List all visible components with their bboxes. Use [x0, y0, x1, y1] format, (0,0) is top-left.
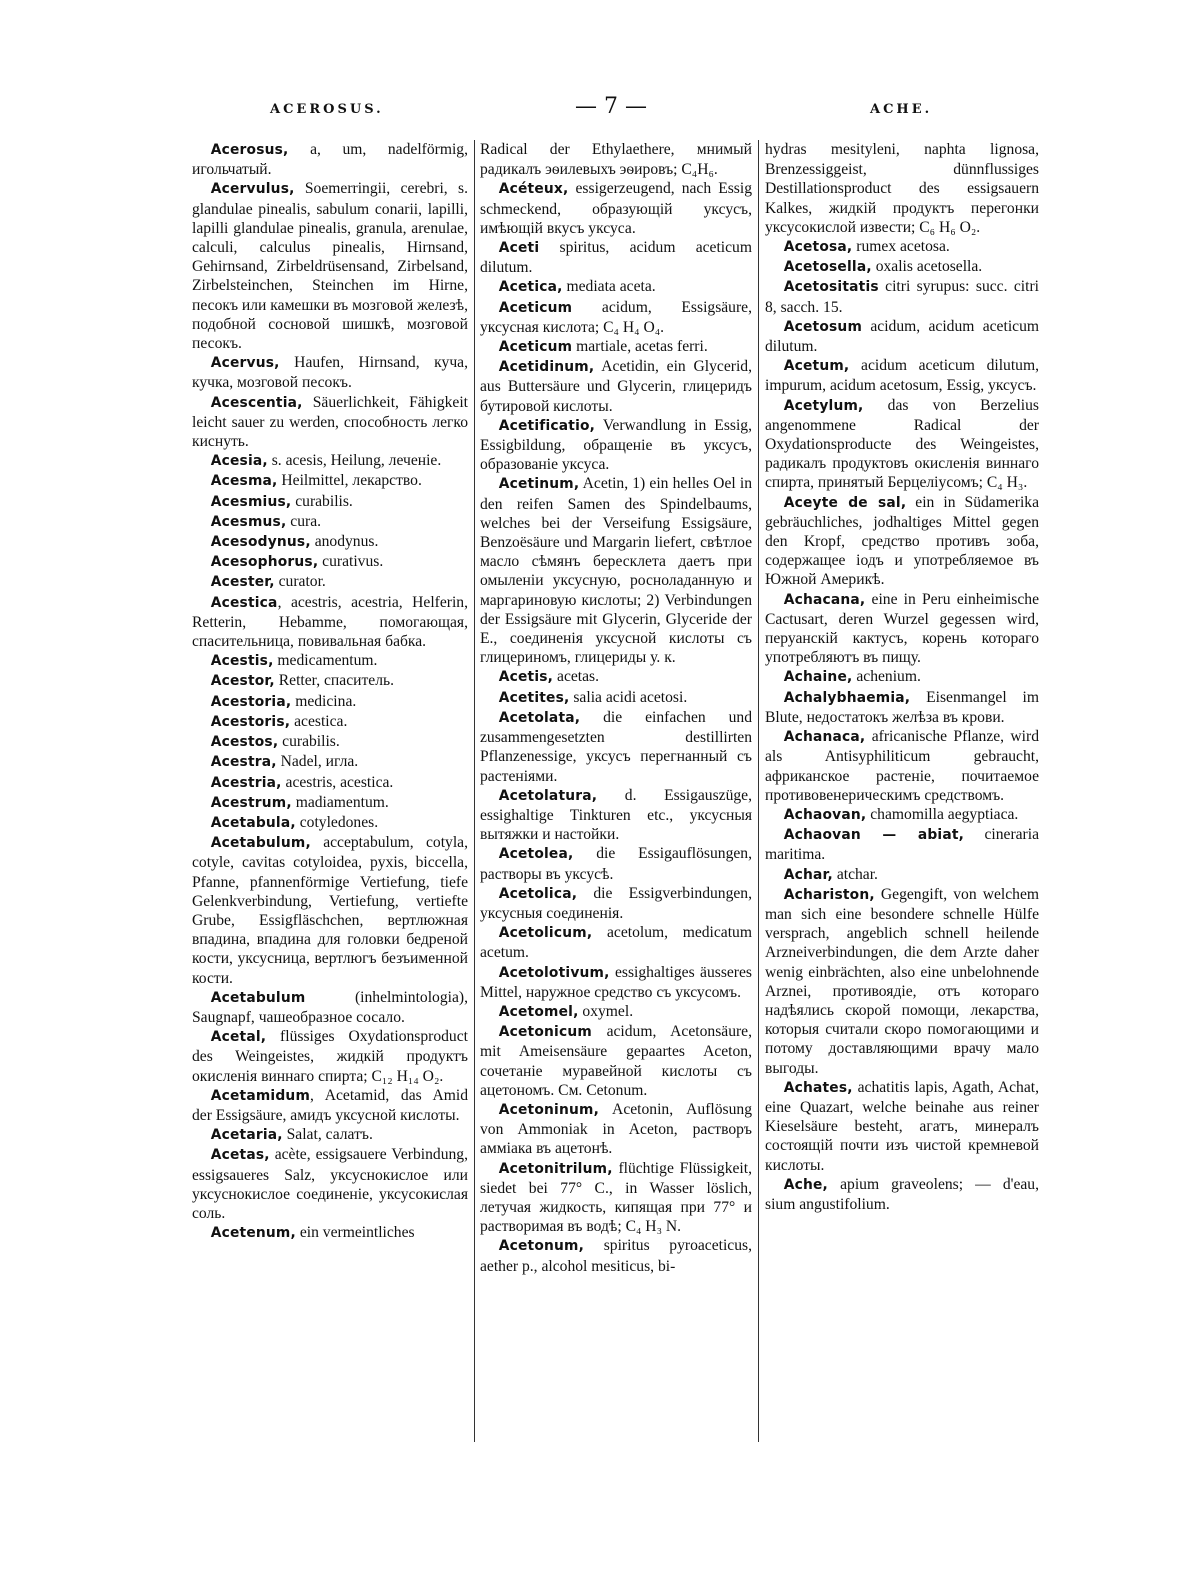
- dictionary-entry: [765, 688, 1039, 727]
- headword: Acestor,: [210, 673, 275, 690]
- dictionary-entry: [192, 813, 468, 833]
- headword: Acestica: [210, 594, 278, 611]
- headword: Acetificatio,: [498, 417, 596, 434]
- headword: Acetolatura,: [498, 787, 598, 804]
- headword: Acetolea,: [498, 846, 574, 863]
- headword: Acetidinum,: [498, 359, 595, 376]
- column-divider: [474, 140, 475, 1442]
- headword: Acesmus,: [210, 513, 287, 530]
- dictionary-entry: [192, 712, 468, 732]
- dictionary-entry: [192, 671, 468, 691]
- headword: Acestra,: [210, 754, 277, 771]
- definition: acetolum, medicatum acetum.: [480, 924, 752, 962]
- dictionary-entry: [192, 393, 468, 452]
- definition: achatitis lapis, Agath, Achat, eine Quazart, welche beinahe aus reiner Kieselsäure besteht, агатъ, минералъ состоящій почти изъ чистой кремневой кислоты.: [765, 1078, 1039, 1174]
- headword: Acetites,: [498, 689, 570, 706]
- dictionary-entry: [480, 179, 752, 238]
- dictionary-entry: [192, 692, 468, 712]
- dictionary-entry: [192, 732, 468, 752]
- column-1: [192, 140, 468, 1480]
- headword: Acetas,: [210, 1147, 270, 1164]
- dictionary-entry: [480, 786, 752, 845]
- headword: Acervulus,: [210, 181, 295, 198]
- headword: Acetis,: [498, 669, 554, 686]
- definition: flüssiges Oxydationsproduct des Weingeistes, жидкій продуктъ окисленія виннаго спирта; C₁₂ H₁₄ O₂.: [192, 1028, 468, 1085]
- definition: anodynus.: [310, 533, 379, 551]
- definition: (inhelmintologia), Saugnapf, чашеобразное сосало.: [192, 988, 468, 1026]
- definition: chamomilla aegyptiaca.: [866, 805, 1019, 823]
- headword: Aceti: [498, 240, 540, 257]
- dictionary-entry: [192, 492, 468, 512]
- definition: Heilmittel, лекарство.: [277, 472, 422, 490]
- definition: cura.: [286, 512, 322, 530]
- definition: salia acidi acetosi.: [569, 688, 688, 706]
- headword: Acetylum,: [783, 397, 864, 414]
- dictionary-entry: [192, 833, 468, 988]
- headword: Acetal,: [210, 1029, 267, 1046]
- definition: spiritus, acidum aceticum dilutum.: [480, 239, 752, 277]
- definition: cineraria maritima.: [765, 826, 1039, 864]
- dictionary-entry: [192, 793, 468, 813]
- headword: Acesma,: [210, 473, 278, 490]
- headword: Acetomel,: [498, 1003, 579, 1020]
- dictionary-entry: [192, 988, 468, 1027]
- dictionary-entry: [480, 1236, 752, 1275]
- definition: apium graveolens; — d'eau, sium angustifolium.: [765, 1175, 1039, 1213]
- dictionary-entry: [765, 590, 1039, 668]
- definition: curator.: [274, 573, 326, 591]
- dictionary-entry: [480, 708, 752, 786]
- definition: acidum aceticum dilutum, impurum, acidum acetosum, Essig, уксусъ.: [765, 357, 1039, 395]
- dictionary-entry: [192, 572, 468, 592]
- dictionary-entry: [192, 773, 468, 793]
- definition: ein in Südamerika gebräuchliches, jodhaltiges Mittel gegen den Kropf, средство противъ зоба, содержащее іодъ и употребляемое въ Южной Америкѣ.: [765, 493, 1039, 589]
- definition: die einfachen und zusammengesetzten destillirten Pflanzenessige, уксусъ перегнанный съ растеніями.: [480, 708, 752, 785]
- definition: acète, essigsauere Verbindung, essigsaueres Salz, уксуснокислое или уксуснокислое соединеніе, уксусокислая соль.: [192, 1146, 468, 1222]
- headword: Achanaca,: [783, 729, 866, 746]
- running-head-right: ACHE.: [870, 102, 933, 117]
- definition: das von Berzelius angenommene Radical der Oxydationsproducte des Weingeistes, радикалъ продуктовъ окисленія виннаго спирта, принятый Берцеліусомъ; C₄ H₃.: [765, 396, 1039, 492]
- definition: curativus.: [318, 553, 384, 571]
- dictionary-entry: [480, 688, 752, 708]
- headword: Acestoris,: [210, 713, 291, 730]
- headword: Acetolotivum,: [498, 964, 610, 981]
- headword: Ache,: [783, 1176, 828, 1193]
- definition: cotyledones.: [295, 813, 379, 831]
- dictionary-entry: [192, 1086, 468, 1125]
- dictionary-entry: [480, 1100, 752, 1159]
- definition: medicina.: [291, 692, 357, 710]
- headword: Acetolica,: [498, 885, 578, 902]
- dictionary-entry: [480, 298, 752, 337]
- dictionary-entry: [192, 752, 468, 772]
- definition: acidum, Essigsäure, уксусная кислота; C₄ H₄ O₄.: [480, 298, 752, 336]
- headword: Acervus,: [210, 355, 280, 372]
- definition: Retter, спаситель.: [274, 672, 394, 690]
- definition: citri syrupus: succ. citri 8, sacch. 15.: [765, 278, 1039, 316]
- definition: die Essigverbindungen, уксусныя соединенія.: [480, 884, 752, 922]
- definition: Acetonin, Auflösung von Ammoniak in Aceton, растворъ аммiака въ ацетонѣ.: [480, 1100, 752, 1158]
- definition: oxalis acetosella.: [871, 258, 983, 276]
- headword: Achariston,: [783, 886, 875, 903]
- headword: Acetabula,: [210, 814, 296, 831]
- dictionary-entry: [480, 963, 752, 1002]
- definition: , acestris, acestria, Helferin, Retterin, Hebamme, помогающая, спасительница, повивальная бабка.: [192, 593, 468, 651]
- dictionary-entry: [765, 805, 1039, 825]
- headword: Acetoninum,: [498, 1101, 600, 1118]
- definition: spiritus pyroaceticus, aether p., alcohol mesiticus, bi-: [480, 1237, 752, 1275]
- dictionary-entry: [765, 356, 1039, 395]
- headword: Acesia,: [210, 453, 268, 470]
- headword: Achacana,: [783, 591, 866, 608]
- headword: Acester,: [210, 574, 275, 591]
- definition: oxymel.: [578, 1002, 634, 1020]
- column-3: [765, 140, 1039, 1480]
- definition: Eisenmangel im Blute, недостатокъ желѣза въ крови.: [765, 688, 1039, 726]
- dictionary-entry: [480, 416, 752, 475]
- dictionary-entry: [480, 844, 752, 883]
- headword: Acéteux,: [498, 181, 569, 198]
- column-divider: [758, 140, 759, 1442]
- headword: Acerosus,: [210, 142, 289, 158]
- definition: africanische Pflanze, wird als Antisyphiliticum gebraucht, африканское растеніе, почитаемое противовенерическимъ средствомъ.: [765, 728, 1039, 804]
- headword: Acetonitrilum,: [498, 1160, 613, 1177]
- headword: Achaovan — abiat,: [783, 827, 965, 844]
- dictionary-entry: [765, 825, 1039, 864]
- headword: Acetica,: [498, 279, 563, 296]
- dictionary-entry: [765, 493, 1039, 590]
- definition: madiamentum.: [291, 793, 389, 811]
- headword: Achaine,: [783, 669, 853, 686]
- dictionary-entry: [765, 667, 1039, 687]
- definition: Säuerlichkeit, Fähigkeit leicht sauer zu werden, способность легко киснуть.: [192, 393, 468, 451]
- column-2: [480, 140, 752, 1480]
- dictionary-entry: [192, 471, 468, 491]
- definition: , Acetamid, das Amid der Essigsäure, амидъ уксусной кислоты.: [192, 1086, 468, 1124]
- headword: Acescentia,: [210, 394, 303, 411]
- headword: Acestoria,: [210, 693, 292, 710]
- headword: Acesodynus,: [210, 534, 311, 551]
- dictionary-entry: [192, 552, 468, 572]
- headword: Acetinum,: [498, 476, 580, 493]
- definition: Gegengift, von welchem man sich eine besondere schnelle Hülfe versprach, angeblich schnell heilende Arzneiverbindungen, die dem Arzte daher wenig einbrächten, also eine unbelohnende Arznei, противоядіе, отъ котораго надѣялись скорой помощи, лекарства, которыя считали скоро помогающими и потому доставляющими врачу мало выгоды.: [765, 885, 1039, 1077]
- headword: Aceticum: [498, 299, 573, 316]
- definition: flüchtige Flüssigkeit, siedet bei 77° C., in Wasser löslich, летучая жидкость, кипящая при 77° и растворимая въ водѣ; C₄ H₃ N.: [480, 1159, 752, 1236]
- headword: Acetositatis: [783, 279, 879, 296]
- headword: Acetosum: [783, 318, 863, 335]
- dictionary-entry: [765, 140, 1039, 237]
- definition: a, um, nadelförmig, игольчатый.: [192, 141, 468, 179]
- headword: Acetabulum,: [210, 835, 311, 852]
- definition: acceptabulum, cotyla, cotyle, cavitas cotyloidea, pyxis, biccella, Pfanne, pfannenförmige Vertiefung, tiefe Gelenkverbindung, Vertiefung, vertiefte Grube, Essigfläschchen, вертлюжная впадина, впадина для головки бедреной кости, уксусница, вертлюгъ безъименной кости.: [192, 834, 468, 987]
- headword: Acetonicum: [498, 1024, 592, 1041]
- definition: ein vermeintliches: [295, 1224, 415, 1242]
- dictionary-entry: [765, 865, 1039, 885]
- dictionary-entry: [480, 1159, 752, 1237]
- dictionary-entry: [480, 238, 752, 277]
- dictionary-entry: [480, 923, 752, 962]
- dictionary-entry: [480, 337, 752, 357]
- headword: Acetolata,: [498, 709, 581, 726]
- dictionary-entry: [765, 727, 1039, 805]
- headword: Acetenum,: [210, 1225, 296, 1242]
- headword: Acetolicum,: [498, 925, 593, 942]
- dictionary-entry: [480, 474, 752, 667]
- dictionary-entry: [192, 1125, 468, 1145]
- dictionary-entry: [480, 357, 752, 416]
- headword: Achaovan,: [783, 806, 867, 823]
- page-header: [0, 94, 1191, 130]
- definition: d. Essigauszüge, essighaltige Tinkturen etc., уксусныя вытяжки и настойки.: [480, 786, 752, 844]
- dictionary-entry: [480, 277, 752, 297]
- definition: Acetidin, ein Glycerid, aus Buttersäure und Glycerin, глицеридъ бутировой кислоты.: [480, 358, 752, 415]
- dictionary-entry: [765, 237, 1039, 257]
- definition: curabilis.: [291, 492, 353, 510]
- dictionary-entry: [765, 277, 1039, 316]
- headword: Acestis,: [210, 653, 274, 670]
- definition: hydras mesityleni, naphta lignosa, Brenzessiggeist, dünnflussiges Destillationsproduct des essigsauern Kalkes, жидкій продуктъ перегонки уксусокислой извести; C₆ H₆ O₂.: [765, 141, 1039, 236]
- headword: Achar,: [783, 866, 833, 883]
- dictionary-entry: [480, 667, 752, 687]
- dictionary-entry: [192, 1223, 468, 1243]
- definition: rumex acetosa.: [852, 238, 950, 256]
- dictionary-entry: [192, 512, 468, 532]
- definition: Salat, салатъ.: [282, 1126, 373, 1144]
- definition: atchar.: [832, 865, 878, 883]
- dictionary-entry: [765, 1175, 1039, 1214]
- headword: Aceticum: [498, 339, 573, 356]
- headword: Acestos,: [210, 734, 279, 751]
- definition: martiale, acetas ferri.: [572, 338, 708, 356]
- dictionary-entry: [765, 1078, 1039, 1175]
- definition: essigerzeugend, nach Essig schmeckend, образующій уксусъ, имѣющій вкусъ уксуса.: [480, 180, 752, 237]
- dictionary-entry: [480, 1002, 752, 1022]
- dictionary-entry: [765, 257, 1039, 277]
- headword: Acetabulum: [210, 989, 306, 1006]
- dictionary-entry: [192, 451, 468, 471]
- definition: acetas.: [553, 668, 600, 686]
- running-head-left: ACEROSUS.: [270, 102, 384, 117]
- dictionary-entry: [192, 1027, 468, 1086]
- headword: Acestria,: [210, 774, 282, 791]
- definition: s. acesis, Heilung, леченіе.: [267, 452, 442, 470]
- headword: Acesmius,: [210, 493, 292, 510]
- dictionary-entry: [192, 651, 468, 671]
- dictionary-entry: [480, 140, 752, 179]
- definition: essighaltiges äusseres Mittel, наружное средство съ уксусомъ.: [480, 963, 752, 1001]
- dictionary-entry: [192, 532, 468, 552]
- definition: acidum, Acetonsäure, mit Ameisensäure gepaartes Aceton, сочетаніе муравейной кислоты съ ацетономъ. См. Cetonum.: [480, 1023, 752, 1099]
- headword: Aceyte de sal,: [783, 494, 907, 511]
- definition: Soemerringii, cerebri, s. glandulae pinealis, sabulum conarii, lapilli, lapilli glandulae pinealis, granula, arenulae, calculi, calculus pinealis, Hirnsand, Gehirnsand, Zirbeldrüsensand, Zirbelsand, Zirbelsteinchen, Steinchen im Hirne, песокъ или камешки въ мозговой железѣ, подобной сосновой шишкѣ, мозговой песокъ.: [192, 180, 468, 353]
- page-number: — 7 —: [575, 94, 647, 119]
- dictionary-entry: [765, 885, 1039, 1078]
- definition: eine in Peru einheimische Cactusart, deren Wurzel gegessen wird, перуанскій кактусъ, корень котораго употребляютъ въ пищу.: [765, 590, 1039, 667]
- dictionary-entry: [192, 1145, 468, 1223]
- definition: medicamentum.: [273, 652, 378, 670]
- headword: Achalybhaemia,: [783, 689, 911, 706]
- headword: Acetonum,: [498, 1238, 585, 1255]
- definition: Verwandlung in Essig, Essigbildung, обращеніе въ уксусъ, образованіе уксуса.: [480, 416, 752, 474]
- dictionary-entry: [480, 1022, 752, 1100]
- dictionary-entry: [192, 179, 468, 353]
- dictionary-entry: [192, 353, 468, 392]
- headword: Acestrum,: [210, 794, 292, 811]
- definition: mediata aceta.: [562, 278, 656, 296]
- definition: Nadel, игла.: [276, 753, 359, 771]
- dictionary-entry: [765, 396, 1039, 493]
- definition: acestica.: [290, 712, 348, 730]
- headword: Acetosella,: [783, 259, 872, 276]
- definition: acestris, acestica.: [281, 773, 394, 791]
- dictionary-entry: [765, 317, 1039, 356]
- definition: Radical der Ethylaethere, мнимый радикалъ эѳилевыхъ эѳировъ; C₄H₆.: [480, 141, 752, 179]
- definition: Haufen, Hirnsand, куча, кучка, мозговой песокъ.: [192, 354, 468, 392]
- dictionary-entry: [192, 140, 468, 179]
- headword: Achates,: [783, 1079, 853, 1096]
- headword: Acetaria,: [210, 1127, 283, 1144]
- headword: Acesophorus,: [210, 554, 319, 571]
- definition: Acetin, 1) ein helles Oel in den reifen Samen des Spindelbaums, welches bei der Verseifung Essigsäure, Benzoësäure und Margarin liefert, свѣтлое масло сѣмянъ бересклета даетъ при омыленіи уксусную, росноладанную и маргариновую кислоты; 2) Verbindungen der Essigsäure mit Glycerin, Glyceride der E., соединенія уксусной кислоты съ глицериномъ, глицериды у. к.: [480, 475, 752, 667]
- headword: Acetamidum: [210, 1087, 311, 1104]
- headword: Acetum,: [783, 358, 850, 375]
- dictionary-entry: [480, 884, 752, 923]
- definition: curabilis.: [278, 733, 340, 751]
- definition: die Essigauflösungen, растворы въ уксусѣ.: [480, 845, 752, 883]
- dictionary-entry: [192, 593, 468, 652]
- definition: acidum, acidum aceticum dilutum.: [765, 317, 1039, 356]
- headword: Acetosa,: [783, 239, 853, 256]
- definition: achenium.: [852, 668, 921, 686]
